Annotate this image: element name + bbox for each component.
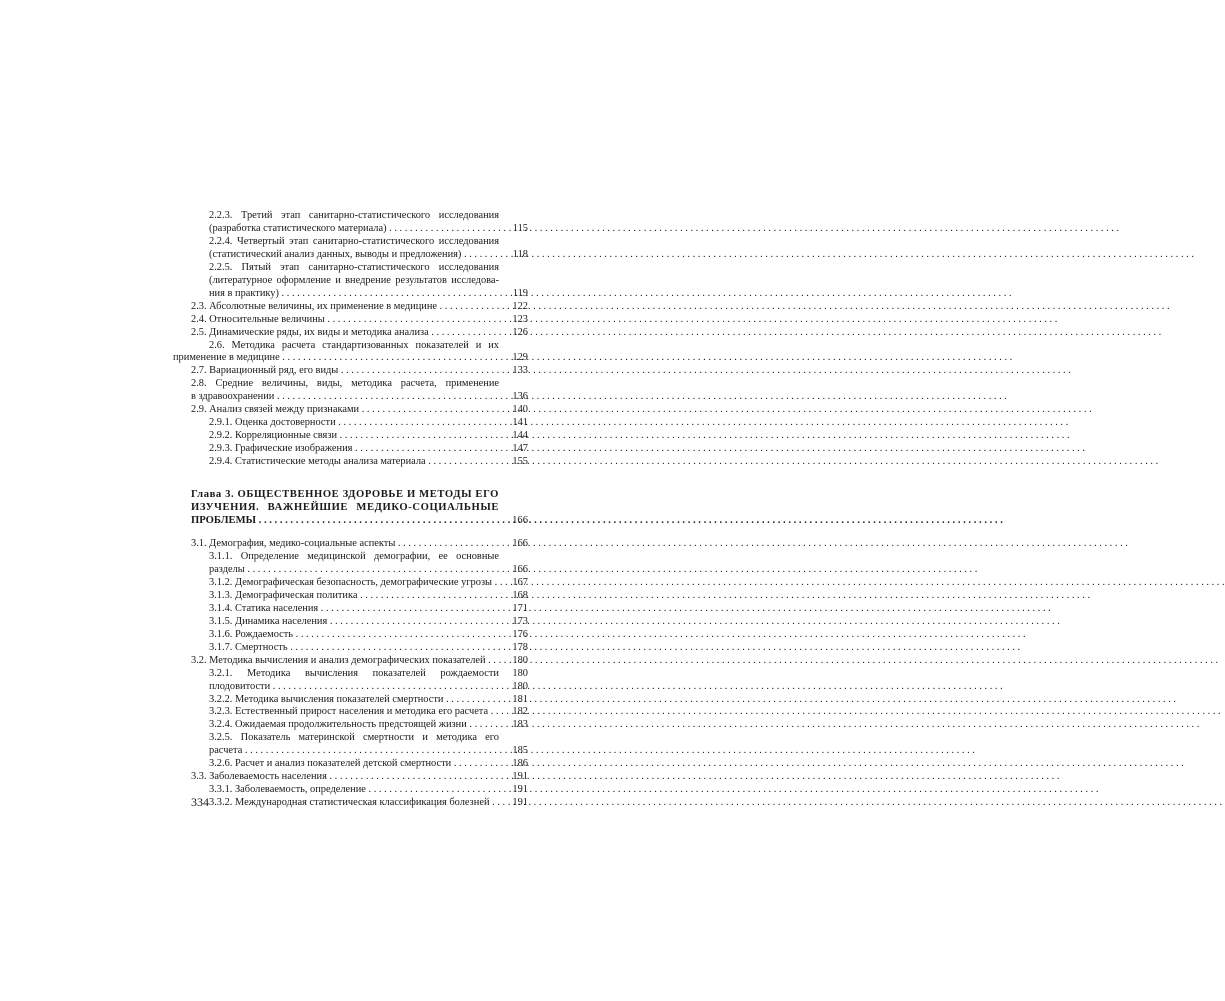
toc-page-number: 180 (512, 654, 528, 666)
toc-entry-3-2 (191, 655, 528, 668)
toc-entry-3-1-4 (191, 603, 528, 616)
toc-entry-title: 3.3. Заболеваемость населения . . . (191, 771, 499, 784)
toc-entry-title: 3.1. Демография, медико-социальные аспекты . . . (191, 538, 499, 551)
toc-entry-3-2-4 (191, 719, 528, 732)
toc-page-number: 180 (512, 680, 528, 692)
toc-entry-title: 3.1.6. Рождаемость . . . (209, 629, 499, 642)
toc-entry-title-cont: расчета . . . (209, 745, 499, 758)
toc-entry-2-5 (191, 327, 528, 340)
toc-page-number: 191 (512, 771, 528, 783)
toc-page-number: 166 (512, 563, 528, 575)
toc-entry-3-3-1 (191, 784, 528, 797)
toc-page-number: 155 (512, 456, 528, 468)
toc-entry-title: 3.2.3. Естественный прирост населения и методика его расчета . . . (209, 706, 499, 719)
table-of-contents (173, 210, 528, 810)
toc-entry-title-cont: (литературное оформление и внедрение результатов исследова- (209, 274, 499, 286)
toc-page-number: 182 (512, 706, 528, 718)
toc-page-number: 180 (512, 667, 528, 679)
toc-entry-2-9-3 (191, 443, 528, 456)
chapter-title-cont: ПРОБЛЕМЫ . . . (191, 514, 499, 527)
toc-entry-2-6 (173, 339, 528, 366)
toc-entry-title: 3.1.2. Демографическая безопасность, демографические угрозы . . . (209, 577, 499, 590)
toc-page-number: 176 (512, 628, 528, 640)
toc-entry-title: 2.2.5. Пятый этап санитарно-статистического исследования (209, 261, 499, 273)
toc-page-number: 144 (512, 430, 528, 442)
toc-entry-title-cont: применение в медицине . . . (191, 352, 499, 365)
toc-page-number: 122 (512, 300, 528, 312)
toc-entry-title-cont: (статистический анализ данных, выводы и предложения) . . . (209, 249, 499, 262)
toc-entry-3-2-2 (191, 694, 528, 707)
toc-entry-3-1-3 (191, 590, 528, 603)
toc-entry-2-2-5 (191, 262, 528, 301)
toc-page-number: 191 (512, 784, 528, 796)
toc-page-number: 133 (512, 365, 528, 377)
toc-entry-title: 3.1.4. Статика населения . . . (209, 603, 499, 616)
toc-entry-2-9-4 (191, 456, 528, 469)
toc-entry-2-9-1 (191, 417, 528, 430)
toc-entry-2-7 (191, 365, 528, 378)
toc-page-number: 178 (512, 641, 528, 653)
toc-page-number: 191 (512, 797, 528, 809)
toc-entry-3-3-2 (191, 797, 528, 810)
page-number: 334 (191, 795, 209, 809)
toc-page-number: 181 (512, 693, 528, 705)
toc-entry-title-cont: ния в практику) . . . (209, 288, 499, 301)
toc-entry-title: 2.9.3. Графические изображения . . . (209, 443, 499, 456)
toc-entry-3-1-7 (191, 642, 528, 655)
toc-entry-2-2-4 (191, 236, 528, 262)
chapter-3-heading (191, 488, 528, 527)
toc-entry-title: 3.2.5. Показатель материнской смертности и методика его (209, 732, 499, 744)
toc-page-number: 123 (512, 313, 528, 325)
toc-page-number: 186 (512, 758, 528, 770)
toc-entry-3-1 (191, 538, 528, 551)
toc-page-number: 166 (512, 515, 528, 527)
toc-page-number: 147 (512, 443, 528, 455)
toc-entry-title: 2.9.2. Корреляционные связи . . . (209, 430, 499, 443)
toc-page-number: 118 (512, 248, 528, 260)
toc-entry-2-9 (191, 404, 528, 417)
toc-page-number: 167 (512, 576, 528, 588)
toc-entry-2-2-3 (191, 210, 528, 236)
toc-entry-title: 3.3.1. Заболеваемость, определение . . . (209, 784, 499, 797)
chapter-title: Глава 3. ОБЩЕСТВЕННОЕ ЗДОРОВЬЕ И МЕТОДЫ ЕГО (191, 489, 499, 501)
toc-page-number: 126 (512, 326, 528, 338)
toc-entry-title: 2.3. Абсолютные величины, их применение в медицине . . . (191, 301, 499, 314)
toc-entry-3-1-5 (191, 616, 528, 629)
toc-entry-3-1-6 (191, 629, 528, 642)
toc-entry-title: 2.5. Динамические ряды, их виды и методика анализа . . . (191, 327, 499, 340)
toc-entry-3-1-1 (191, 551, 528, 577)
toc-page-number: 183 (512, 719, 528, 731)
toc-page-number: 141 (512, 417, 528, 429)
toc-page-number: 136 (512, 391, 528, 403)
toc-entry-title: 3.1.7. Смертность . . . (209, 642, 499, 655)
toc-entry-2-4 (191, 314, 528, 327)
toc-page-number: 140 (512, 404, 528, 416)
toc-entry-3-1-2 (191, 577, 528, 590)
toc-entry-3-2-3 (191, 706, 528, 719)
toc-page-number: 166 (512, 538, 528, 550)
toc-entry-3-2-5 (191, 732, 528, 758)
toc-entry-2-3 (191, 301, 528, 314)
toc-entry-3-2-6 (191, 758, 528, 771)
toc-entry-title: 3.1.3. Демографическая политика . . . (209, 590, 499, 603)
toc-entry-title: 3.2.1. Методика вычисления показателей рождаемости (209, 667, 499, 679)
toc-entry-title: 2.9. Анализ связей между признаками . . . (191, 404, 499, 417)
toc-page-number: 115 (512, 222, 528, 234)
toc-page-number: 168 (512, 589, 528, 601)
toc-entry-title: 3.1.5. Динамика населения . . . (209, 616, 499, 629)
toc-entry-title: 3.2.2. Методика вычисления показателей смертности . . . (209, 694, 499, 707)
toc-entry-title: 3.2.6. Расчет и анализ показателей детской смертности . . . (209, 758, 499, 771)
toc-page-number: 119 (512, 287, 528, 299)
toc-entry-title: 2.8. Средние величины, виды, методика расчета, применение (191, 378, 499, 390)
toc-entry-title: 2.9.4. Статистические методы анализа материала . . . (209, 456, 499, 469)
toc-entry-2-8 (191, 378, 528, 404)
toc-page-number: 173 (512, 615, 528, 627)
toc-page-number: 129 (512, 352, 528, 364)
toc-entry-title-cont: в здравоохранении . . . (191, 391, 499, 404)
toc-entry-title: 3.3.2. Международная статистическая классификация болезней . . . (209, 797, 499, 810)
toc-entry-title: 2.7. Вариационный ряд, его виды . . . (191, 365, 499, 378)
toc-entry-title: 2.4. Относительные величины . . . (191, 314, 499, 327)
toc-entry-3-3 (191, 771, 528, 784)
toc-entry-title-cont: (разработка статистического материала) . . . (209, 223, 499, 236)
toc-entry-title-cont: плодовитости . . . (209, 681, 499, 694)
toc-entry-title: 2.2.4. Четвертый этап санитарно-статистического исследования (209, 235, 499, 247)
toc-entry-title: 2.2.3. Третий этап санитарно-статистического исследования (209, 210, 499, 221)
toc-page-number: 185 (512, 745, 528, 757)
toc-page-number: 171 (512, 602, 528, 614)
toc-entry-title: 2.9.1. Оценка достоверности . . . (209, 417, 499, 430)
toc-entry-title: 3.2.4. Ожидаемая продолжительность предстоящей жизни . . . (209, 719, 499, 732)
chapter-title-cont: ИЗУЧЕНИЯ. ВАЖНЕЙШИЕ МЕДИКО-СОЦИАЛЬНЫЕ (191, 502, 499, 514)
toc-entry-title: 3.1.1. Определение медицинской демографии, ее основные (209, 551, 499, 563)
toc-entry-title-cont: разделы . . . (209, 564, 499, 577)
toc-entry-2-9-2 (191, 430, 528, 443)
toc-entry-title: 2.6. Методика расчета стандартизованных показателей и их (209, 339, 499, 351)
toc-entry-title: 3.2. Методика вычисления и анализ демографических показателей . . . (191, 655, 499, 668)
toc-entry-3-2-1 (191, 668, 528, 694)
